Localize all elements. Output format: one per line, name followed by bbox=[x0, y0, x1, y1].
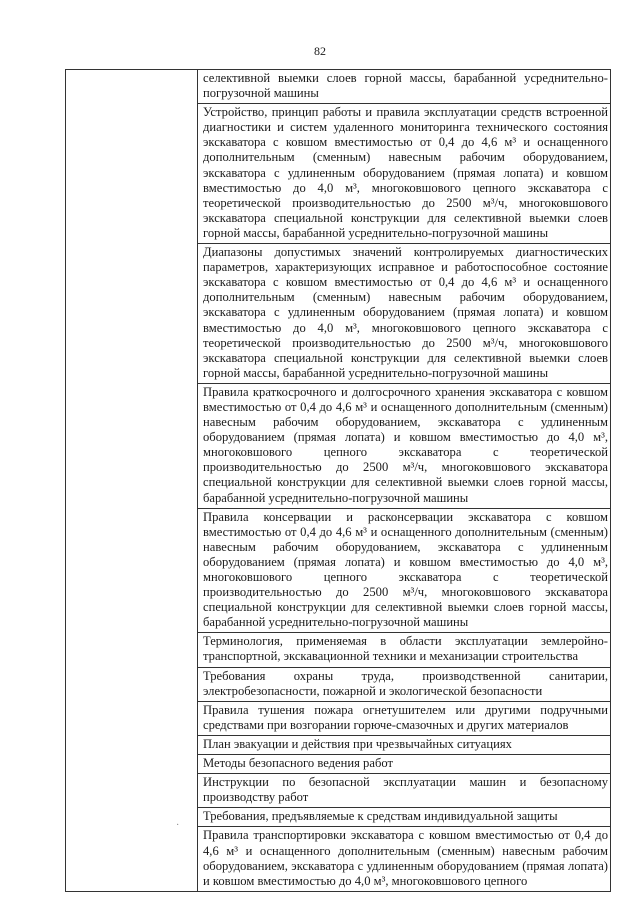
table-cell: Правила транспортировки экскаватора с ковшом вместимостью от 0,4 до 4,6 м³ и оснащенного дополнительным (сменным) навесным рабочим оборудованием, экскаватора с удлиненным оборудованием (прямая лопата) и ковшом вместимостью до 4,0 м³, многоковшового цепного bbox=[198, 827, 611, 891]
table-row bbox=[66, 70, 611, 104]
table-cell: Правила тушения пожара огнетушителем или другими подручными средствами при возгорании горюче-смазочных и других материалов bbox=[198, 701, 611, 735]
table-cell: Устройство, принцип работы и правила эксплуатации средств встроенной диагностики и систем удаленного мониторинга технического состояния экскаватора с ковшом вместимостью от 0,4 до 4,6 м³ и оснащенного дополнительным (сменным) навесным рабочим оборудованием, экскаватора с удлиненным оборудованием (прямая лопата) и ковшом вместимостью до 4,0 м³, многоковшового цепного экскаватора с теоретической производительностью до 2500 м³/ч, многоковшового экскаватора специальной конструкции для селективной выемки слоев горной массы, барабанной усреднительно-погрузочной машины bbox=[198, 104, 611, 244]
page-number: 82 bbox=[314, 44, 326, 58]
scan-mark: · bbox=[176, 820, 180, 831]
table-cell: Правила консервации и расконсервации экскаватора с ковшом вместимостью от 0,4 до 4,6 м³ и оснащенного дополнительным (сменным) навесным рабочим оборудованием, экскаватора с удлиненным оборудованием (прямая лопата) и ковшом вместимостью до 4,0 м³, многоковшового цепного экскаватора с теоретической производительностью до 2500 м³/ч, многоковшового экскаватора специальной конструкции для селективной выемки слоев горной массы, барабанной усреднительно-погрузочной машины bbox=[198, 508, 611, 633]
table-cell: План эвакуации и действия при чрезвычайных ситуациях bbox=[198, 735, 611, 754]
knowledge-table bbox=[65, 69, 611, 892]
table-cell: селективной выемки слоев горной массы, барабанной усреднительно-погрузочной машины bbox=[198, 70, 611, 104]
table-cell: Требования, предъявляемые к средствам индивидуальной защиты bbox=[198, 808, 611, 827]
table-cell: Инструкции по безопасной эксплуатации машин и безопасному производству работ bbox=[198, 774, 611, 808]
label-column-cell bbox=[66, 70, 198, 892]
table-cell: Терминология, применяемая в области эксплуатации землеройно-транспортной, экскавационной техники и механизации строительства bbox=[198, 633, 611, 667]
table-cell: Требования охраны труда, производственной санитарии, электробезопасности, пожарной и экологической безопасности bbox=[198, 667, 611, 701]
table-cell: Правила краткосрочного и долгосрочного хранения экскаватора с ковшом вместимостью от 0,4 до 4,6 м³ и оснащенного дополнительным (сменным) навесным рабочим оборудованием, экскаватора с удлиненным оборудованием (прямая лопата) и ковшом вместимостью до 4,0 м³, многоковшового цепного экскаватора с теоретической производительностью до 2500 м³/ч, многоковшового экскаватора специальной конструкции для селективной выемки слоев горной массы, барабанной усреднительно-погрузочной машины bbox=[198, 383, 611, 508]
table-cell: Методы безопасного ведения работ bbox=[198, 755, 611, 774]
table-cell: Диапазоны допустимых значений контролируемых диагностических параметров, характеризующих исправное и работоспособное состояние экскаватора с ковшом вместимостью от 0,4 до 4,6 м³ и оснащенного дополнительным (сменным) навесным рабочим оборудованием, экскаватора с удлиненным оборудованием (прямая лопата) и ковшом вместимостью до 4,0 м³, многоковшового цепного экскаватора с теоретической производительностью до 2500 м³/ч, многоковшового экскаватора специальной конструкции для селективной выемки слоев горной массы, барабанной усреднительно-погрузочной машины bbox=[198, 244, 611, 384]
